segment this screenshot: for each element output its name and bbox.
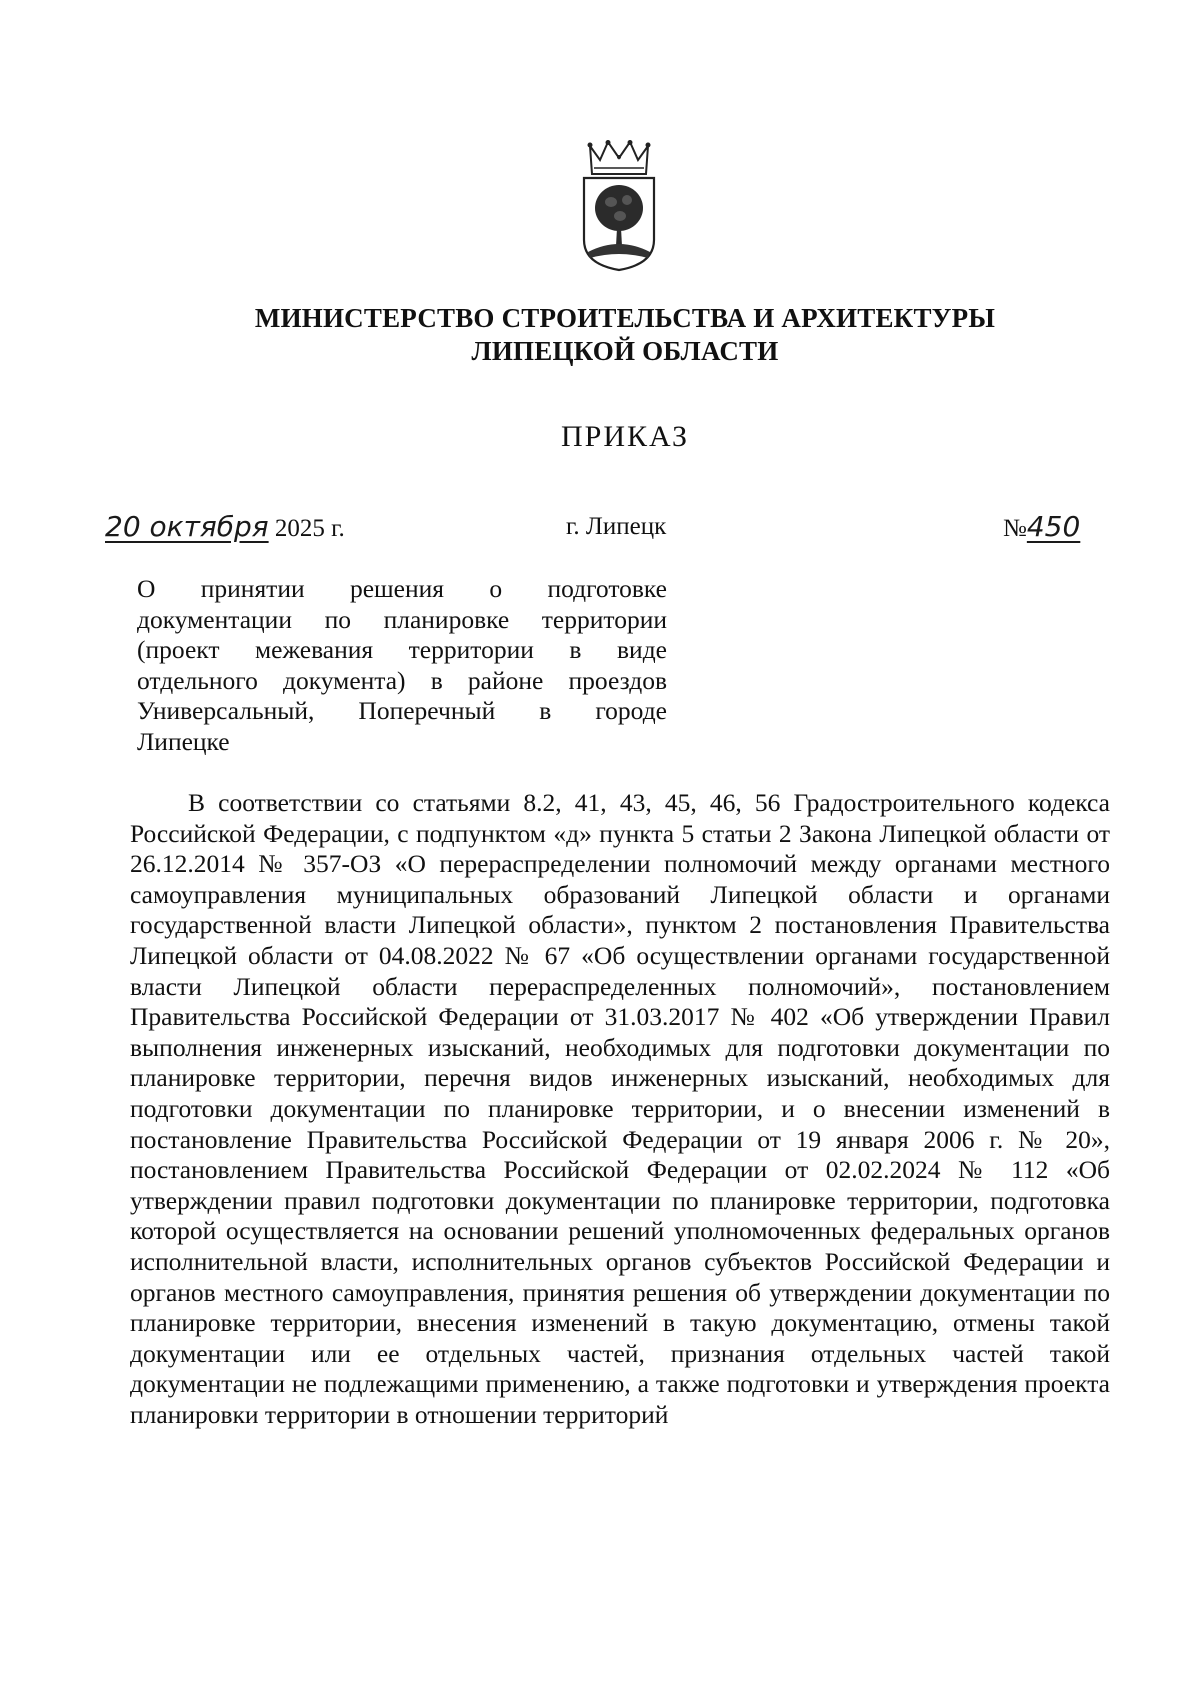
subject-text: О принятии решения о подготовке документации по планировке территории (проект межевания территории в виде отдельного документа) в районе проездов Универсальный, Поперечный в городе — [137, 574, 667, 726]
coat-of-arms-icon — [578, 140, 660, 272]
document-number — [1003, 512, 1080, 544]
document-subject — [137, 574, 667, 758]
document-city: г. Липецк — [566, 513, 667, 540]
document-year: 2025 г. — [274, 515, 345, 542]
handwritten-number: 450 — [1026, 510, 1081, 543]
document-date — [105, 512, 345, 544]
organization-name-line2: ЛИПЕЦКОЙ ОБЛАСТИ — [471, 336, 779, 366]
organization-name-line1: МИНИСТЕРСТВО СТРОИТЕЛЬСТВА И АРХИТЕКТУРЫ — [254, 303, 996, 333]
document-type: ПРИКАЗ — [561, 420, 689, 453]
body-paragraph: В соответствии со статьями 8.2, 41, 43, 45, 46, 56 Градостроительного кодекса Российской Федерации, с подпунктом «д» пункта 5 статьи 2 Закона Липецкой области от 26.12.2014 № 357-ОЗ «О перераспределении полномочий между органами местного самоуправления муниципальных образований Липецкой области и органами государственной власти Липецкой области», пунктом 2 постановления Правительства Липецкой области от 04.08.2022 № 67 «Об осуществлении органами государственной власти Липецкой области перераспределенных полномочий», постановлением Правительства Российской Федерации от 31.03.2017 № 402 «Об утверждении Правил выполнения инженерных изысканий, необходимых для подготовки документации по планировке территории, перечня видов инженерных изысканий, необходимых для подготовки документации по планировке территории, и о внесении изменений в постановление Правительства Российской Федерации от 19 января 2006 г. № 20», постановлением Правительства Российской Федерации от 02.02.2024 № 112 «Об утверждении правил подготовки документации по планировке территории, подготовка которой осуществляется на основании решений уполномоченных федеральных органов исполнительной власти, исполнительных органов субъектов Российской Федерации и органов местного самоуправления, принятия решения об утверждении документации по планировке территории, внесения изменений в такую документацию, отмены такой документации или ее отдельных частей, признания отдельных частей такой документации не подлежащими применению, а также подготовки и утверждения проекта планировки территории в отношении территорий — [130, 788, 1110, 1429]
subject-last-line: Липецке — [137, 726, 230, 756]
organization-name — [0, 302, 1200, 368]
handwritten-date: 20 октября — [105, 510, 269, 543]
number-sign: № — [1003, 515, 1027, 542]
